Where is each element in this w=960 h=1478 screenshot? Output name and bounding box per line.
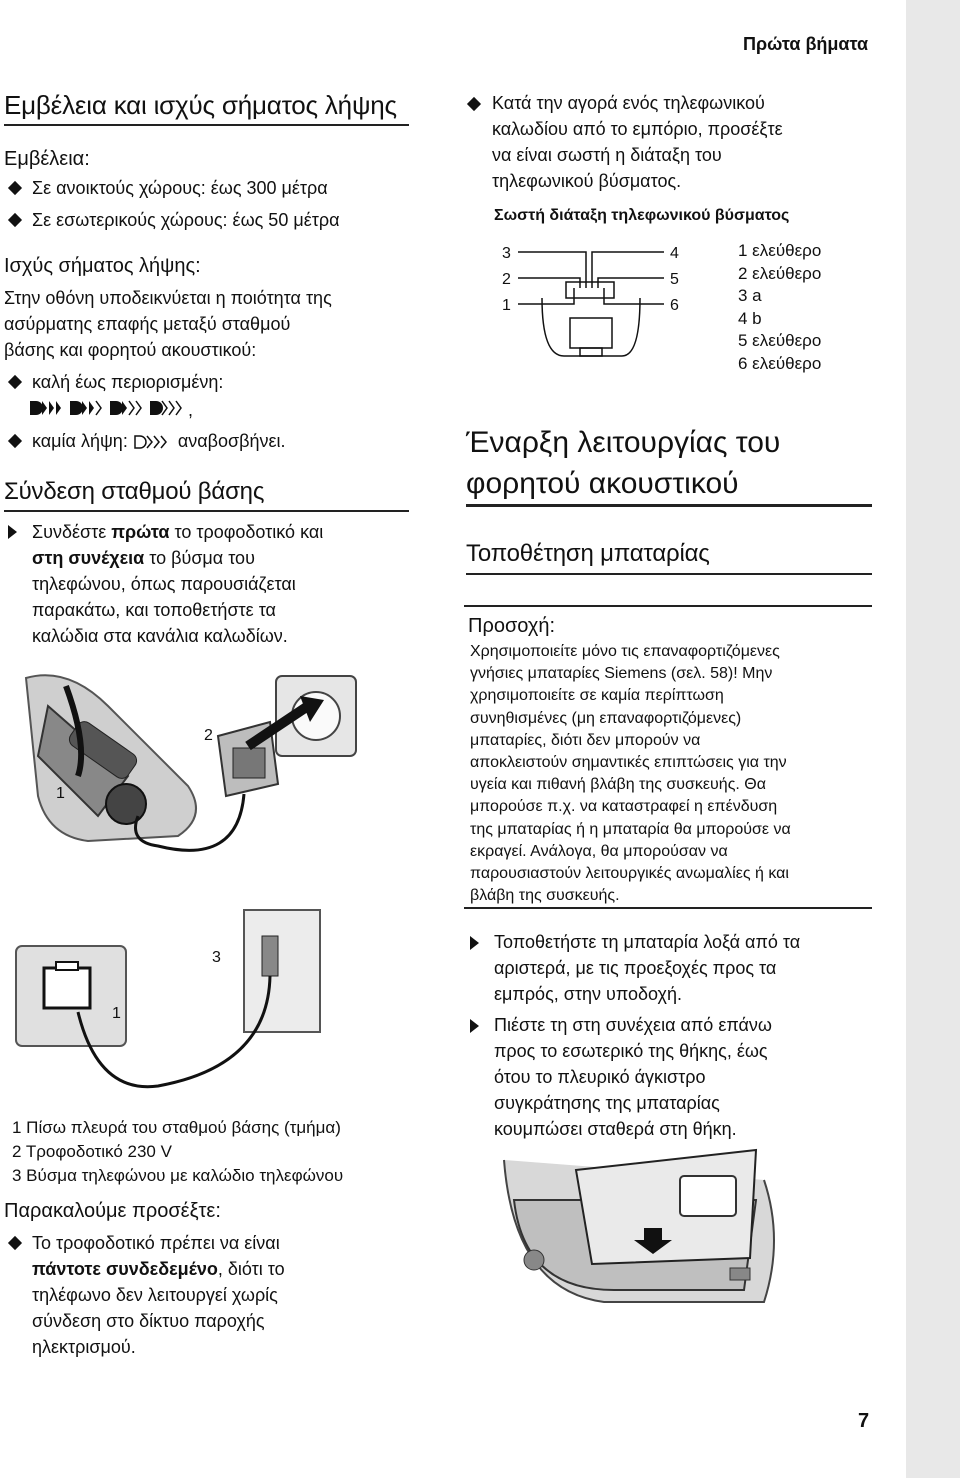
- legend-item: 2 Τροφοδοτικό 230 V: [12, 1142, 172, 1161]
- range-item: Σε ανοικτούς χώρους: έως 300 μέτρα: [32, 178, 328, 198]
- caution-title: Προσοχή:: [468, 615, 556, 637]
- caution-bottom-rule: [464, 907, 872, 909]
- page-number: 7: [858, 1410, 870, 1432]
- svg-text:5: 5: [670, 271, 679, 288]
- svg-text:2: 2: [204, 727, 213, 744]
- running-header: Πρώτα βήματα: [743, 34, 869, 54]
- svg-text:6: 6: [670, 297, 679, 314]
- legend-item: 3 Βύσμα τηλεφώνου με καλώδιο τηλεφώνου: [12, 1166, 344, 1185]
- bullet-icon: [8, 181, 22, 195]
- note-title: Παρακαλούμε προσέξτε:: [4, 1200, 221, 1222]
- signal-strength-icons: [28, 396, 198, 422]
- svg-text:1: 1: [56, 785, 65, 802]
- pin-legend: 1 ελεύθερο 2 ελεύθερο 3 a 4 b 5 ελεύθερο 6 ελεύθερο: [738, 241, 822, 373]
- bullet-icon: [8, 434, 22, 448]
- signal-bars-icon: [28, 396, 198, 420]
- svg-text:4: 4: [670, 245, 679, 262]
- battery-step-1: Τοποθετήστε τη μπαταρία λοξά από τα αριστερά, με τις προεξοχές προς τα εμπρός, στην υποδοχή.: [494, 932, 801, 1004]
- connect-step: Συνδέστε πρώτα το τροφοδοτικό και στη συνέχεια το βύσμα του τηλεφώνου, όπως παρουσιάζεται παρακάτω, και τοποθετήστε τα καλώδια στα κανάλια καλωδίων.: [32, 522, 324, 646]
- heading-rule: [4, 510, 409, 512]
- bullet-icon: [8, 375, 22, 389]
- step-arrow-icon: [8, 525, 17, 539]
- svg-text:1: 1: [112, 1005, 121, 1022]
- caution-box: [464, 605, 872, 909]
- bullet-icon: [467, 97, 481, 111]
- range-item: Σε εσωτερικούς χώρους: έως 50 μέτρα: [32, 210, 340, 230]
- step-arrow-icon: [470, 1019, 479, 1033]
- heading-rule: [466, 504, 872, 507]
- note-text: Το τροφοδοτικό πρέπει να είναι πάντοτε συνδεδεμένο, διότι το τηλέφωνο δεν λειτουργεί χωρίς σύνδεση στο δίκτυο παροχής ηλεκτρισμού.: [32, 1233, 285, 1357]
- heading-rule: [4, 124, 409, 126]
- page-side-tab: [906, 0, 960, 1478]
- svg-text:3: 3: [502, 245, 511, 262]
- connection-figure: [8, 666, 408, 1096]
- figure-legend: [12, 1116, 343, 1188]
- svg-text:3: 3: [212, 949, 221, 966]
- legend-item: 1 Πίσω πλευρά του σταθμού βάσης (τμήμα): [12, 1118, 341, 1137]
- signal-text-line: ασύρματης επαφής μεταξύ σταθμού: [4, 314, 291, 334]
- plug-pinout-diagram: [494, 238, 734, 368]
- connect-title: Σύνδεση σταθμού βάσης: [4, 478, 265, 505]
- battery-figure: [494, 1140, 784, 1310]
- no-signal-item: [32, 428, 286, 454]
- signal-label: Ισχύς σήματος λήψης:: [4, 255, 201, 277]
- svg-text:2: 2: [502, 271, 511, 288]
- signal-item-suffix: ,: [188, 400, 194, 420]
- heading-rule: [466, 573, 872, 575]
- no-signal-icon: [133, 432, 173, 452]
- range-label: Εμβέλεια:: [4, 148, 90, 170]
- start-title: Έναρξη λειτουργίας του φορητού ακουστικού: [466, 426, 781, 500]
- bullet-icon: [8, 213, 22, 227]
- battery-step-2: Πιέστε τη στη συνέχεια από επάνω προς το εσωτερικό της θήκης, έως ότου το πλευρικό άγκιστρο συγκράτησης της μπαταρίας κουμπώσει σταθερά στη θήκη.: [494, 1015, 772, 1139]
- purchase-note: Κατά την αγορά ενός τηλεφωνικού καλωδίου από το εμπόριο, προσέξτε να είναι σωστή η διάταξη του τηλεφωνικού βύσματος.: [492, 93, 783, 191]
- no-signal-suffix: αναβοσβήνει.: [177, 431, 286, 451]
- pinout-title: Σωστή διάταξη τηλεφωνικού βύσματος: [494, 207, 790, 224]
- signal-item: καλή έως περιορισμένη:: [32, 372, 224, 392]
- signal-text-line: βάσης και φορητού ακουστικού:: [4, 340, 257, 360]
- no-signal-label: καμία λήψη:: [32, 431, 128, 451]
- step-arrow-icon: [470, 936, 479, 950]
- caution-text: Χρησιμοποιείτε μόνο τις επαναφορτιζόμενες γνήσιες μπαταρίες Siemens (σελ. 58)! Μην χρησιμοποιείτε σε καμία περίπτωση συνηθισμένες (μη επαναφορτιζόμενες) μπαταρίες, διότι δεν μπορούν να αποκλειστούν σημαντικές επιπτώσεις για την υγεία και πιθανή βλάβη της συσκευής. Θα μπορούσε π.χ. να καταστραφεί η επένδυση της μπαταρίας ή η μπαταρία θα μπορούσε να εκραγεί. Ανάλογα, θα μπορούσαν να παρουσιαστούν λειτουργικές ανωμαλίες ή και βλάβη της συσκευής.: [470, 643, 791, 905]
- range-title: Εμβέλεια και ισχύς σήματος λήψης: [4, 90, 397, 120]
- battery-title: Τοποθέτηση μπαταρίας: [466, 540, 710, 567]
- signal-text-line: Στην οθόνη υποδεικνύεται η ποιότητα της: [4, 288, 332, 308]
- svg-text:1: 1: [502, 297, 511, 314]
- bullet-icon: [8, 1236, 22, 1250]
